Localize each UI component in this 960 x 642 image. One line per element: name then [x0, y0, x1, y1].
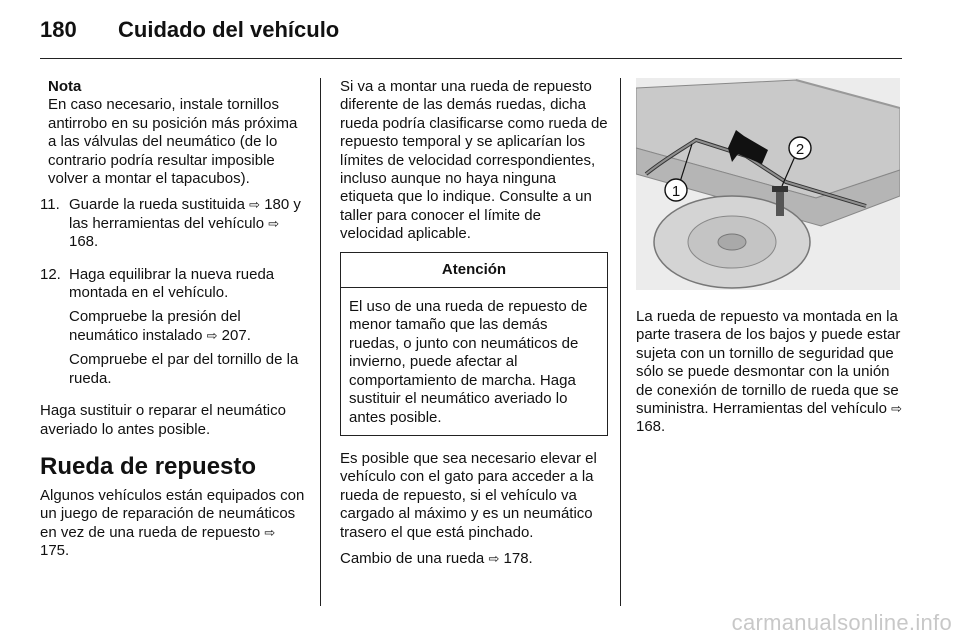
column-divider-1 [320, 78, 321, 606]
underbody-illustration [636, 78, 900, 290]
attention-box [340, 252, 608, 436]
paragraph-text: Cambio de una rueda [340, 549, 485, 567]
column-divider-2 [620, 78, 621, 606]
section-title: Cuidado del vehículo [118, 17, 340, 42]
note-block [40, 78, 308, 188]
xref-arrow-icon: ⇨ [264, 524, 276, 540]
page-number: 180 [40, 17, 77, 42]
xref-arrow-icon: ⇨ [268, 215, 280, 231]
list-number: 12. [40, 265, 61, 283]
paragraph: Si va a montar una rueda de repuesto diferente de las demás ruedas, dicha rueda podría clasificarse como rueda de repuesto temporal y se aplicarían los límites de velocidad correspondientes, incluso aunque no haya ninguna etiqueta que lo indique. Consulte a un taller para conocer el límite de velocidad aplicable. [340, 78, 608, 243]
note-title: Nota [48, 78, 82, 95]
column-2 [340, 78, 608, 576]
page-header [40, 12, 900, 48]
page-ref-link[interactable]: 178. [503, 549, 533, 567]
closing-paragraph: Haga sustituir o reparar el neumático averiado lo antes posible. [40, 402, 286, 438]
callout-1-label: 1 [671, 183, 681, 200]
header-divider [40, 58, 902, 59]
note-text: En caso necesario, instale tornillos antirrobo en su posición más próxima a las válvulas del neumático (de lo contrario podría resultar imposible volver a montar el tapacubos). [48, 96, 298, 188]
list-text: Haga equilibrar la nueva rueda montada en el vehículo. [69, 265, 275, 302]
column-1 [40, 78, 308, 569]
xref-arrow-icon: ⇨ [488, 550, 500, 566]
page-ref-link[interactable]: 168. [636, 418, 666, 436]
page-ref-link[interactable]: 175. [40, 542, 70, 560]
paragraph: Es posible que sea necesario elevar el vehículo con el gato para acceder a la rueda de repuesto, si el vehículo va cargado al máximo y es un neumático trasero el que está pinchado. [340, 449, 597, 541]
list-subtext: Compruebe la presión del neumático instalado [69, 308, 241, 344]
page-ref-link[interactable]: 168. [69, 233, 99, 251]
page-ref-link[interactable]: 207. [221, 326, 251, 344]
intro-paragraph: Algunos vehículos están equipados con un juego de reparación de neumáticos en vez de una rueda de repuesto [40, 486, 305, 541]
spare-wheel-figure [636, 78, 900, 290]
list-subtext: Compruebe el par del tornillo de la rueda. [69, 351, 299, 387]
list-number: 11. [40, 196, 60, 214]
attention-text: El uso de una rueda de repuesto de menor tamaño que las demás ruedas, o junto con neumáticos de invierno, puede afectar al comportamiento de marcha. Haga sustituir el neumático averiado lo antes posible. [349, 298, 588, 426]
figure-caption-text: La rueda de repuesto va montada en la parte trasera de los bajos y puede estar sujeta con un tornillo de seguridad que sólo se puede desmontar con la unión de conexión de tornillo de rueda que se suministra. Herramientas del vehículo [636, 308, 901, 418]
list-text: Guarde la rueda sustituida [69, 196, 245, 214]
watermark: carmanualsonline.info [731, 610, 952, 635]
callout-2-label: 2 [795, 141, 805, 158]
section-heading: Rueda de repuesto [40, 452, 257, 480]
xref-arrow-icon: ⇨ [249, 197, 261, 213]
list-item-11 [40, 196, 308, 257]
attention-title: Atención [341, 253, 607, 288]
list-text-mid: y las herramientas del vehículo [69, 196, 301, 232]
list-item-12 [40, 266, 308, 394]
xref-arrow-icon: ⇨ [206, 327, 218, 343]
page-ref-link[interactable]: 180 [264, 196, 290, 214]
xref-arrow-icon: ⇨ [891, 401, 903, 417]
column-3 [636, 78, 904, 445]
